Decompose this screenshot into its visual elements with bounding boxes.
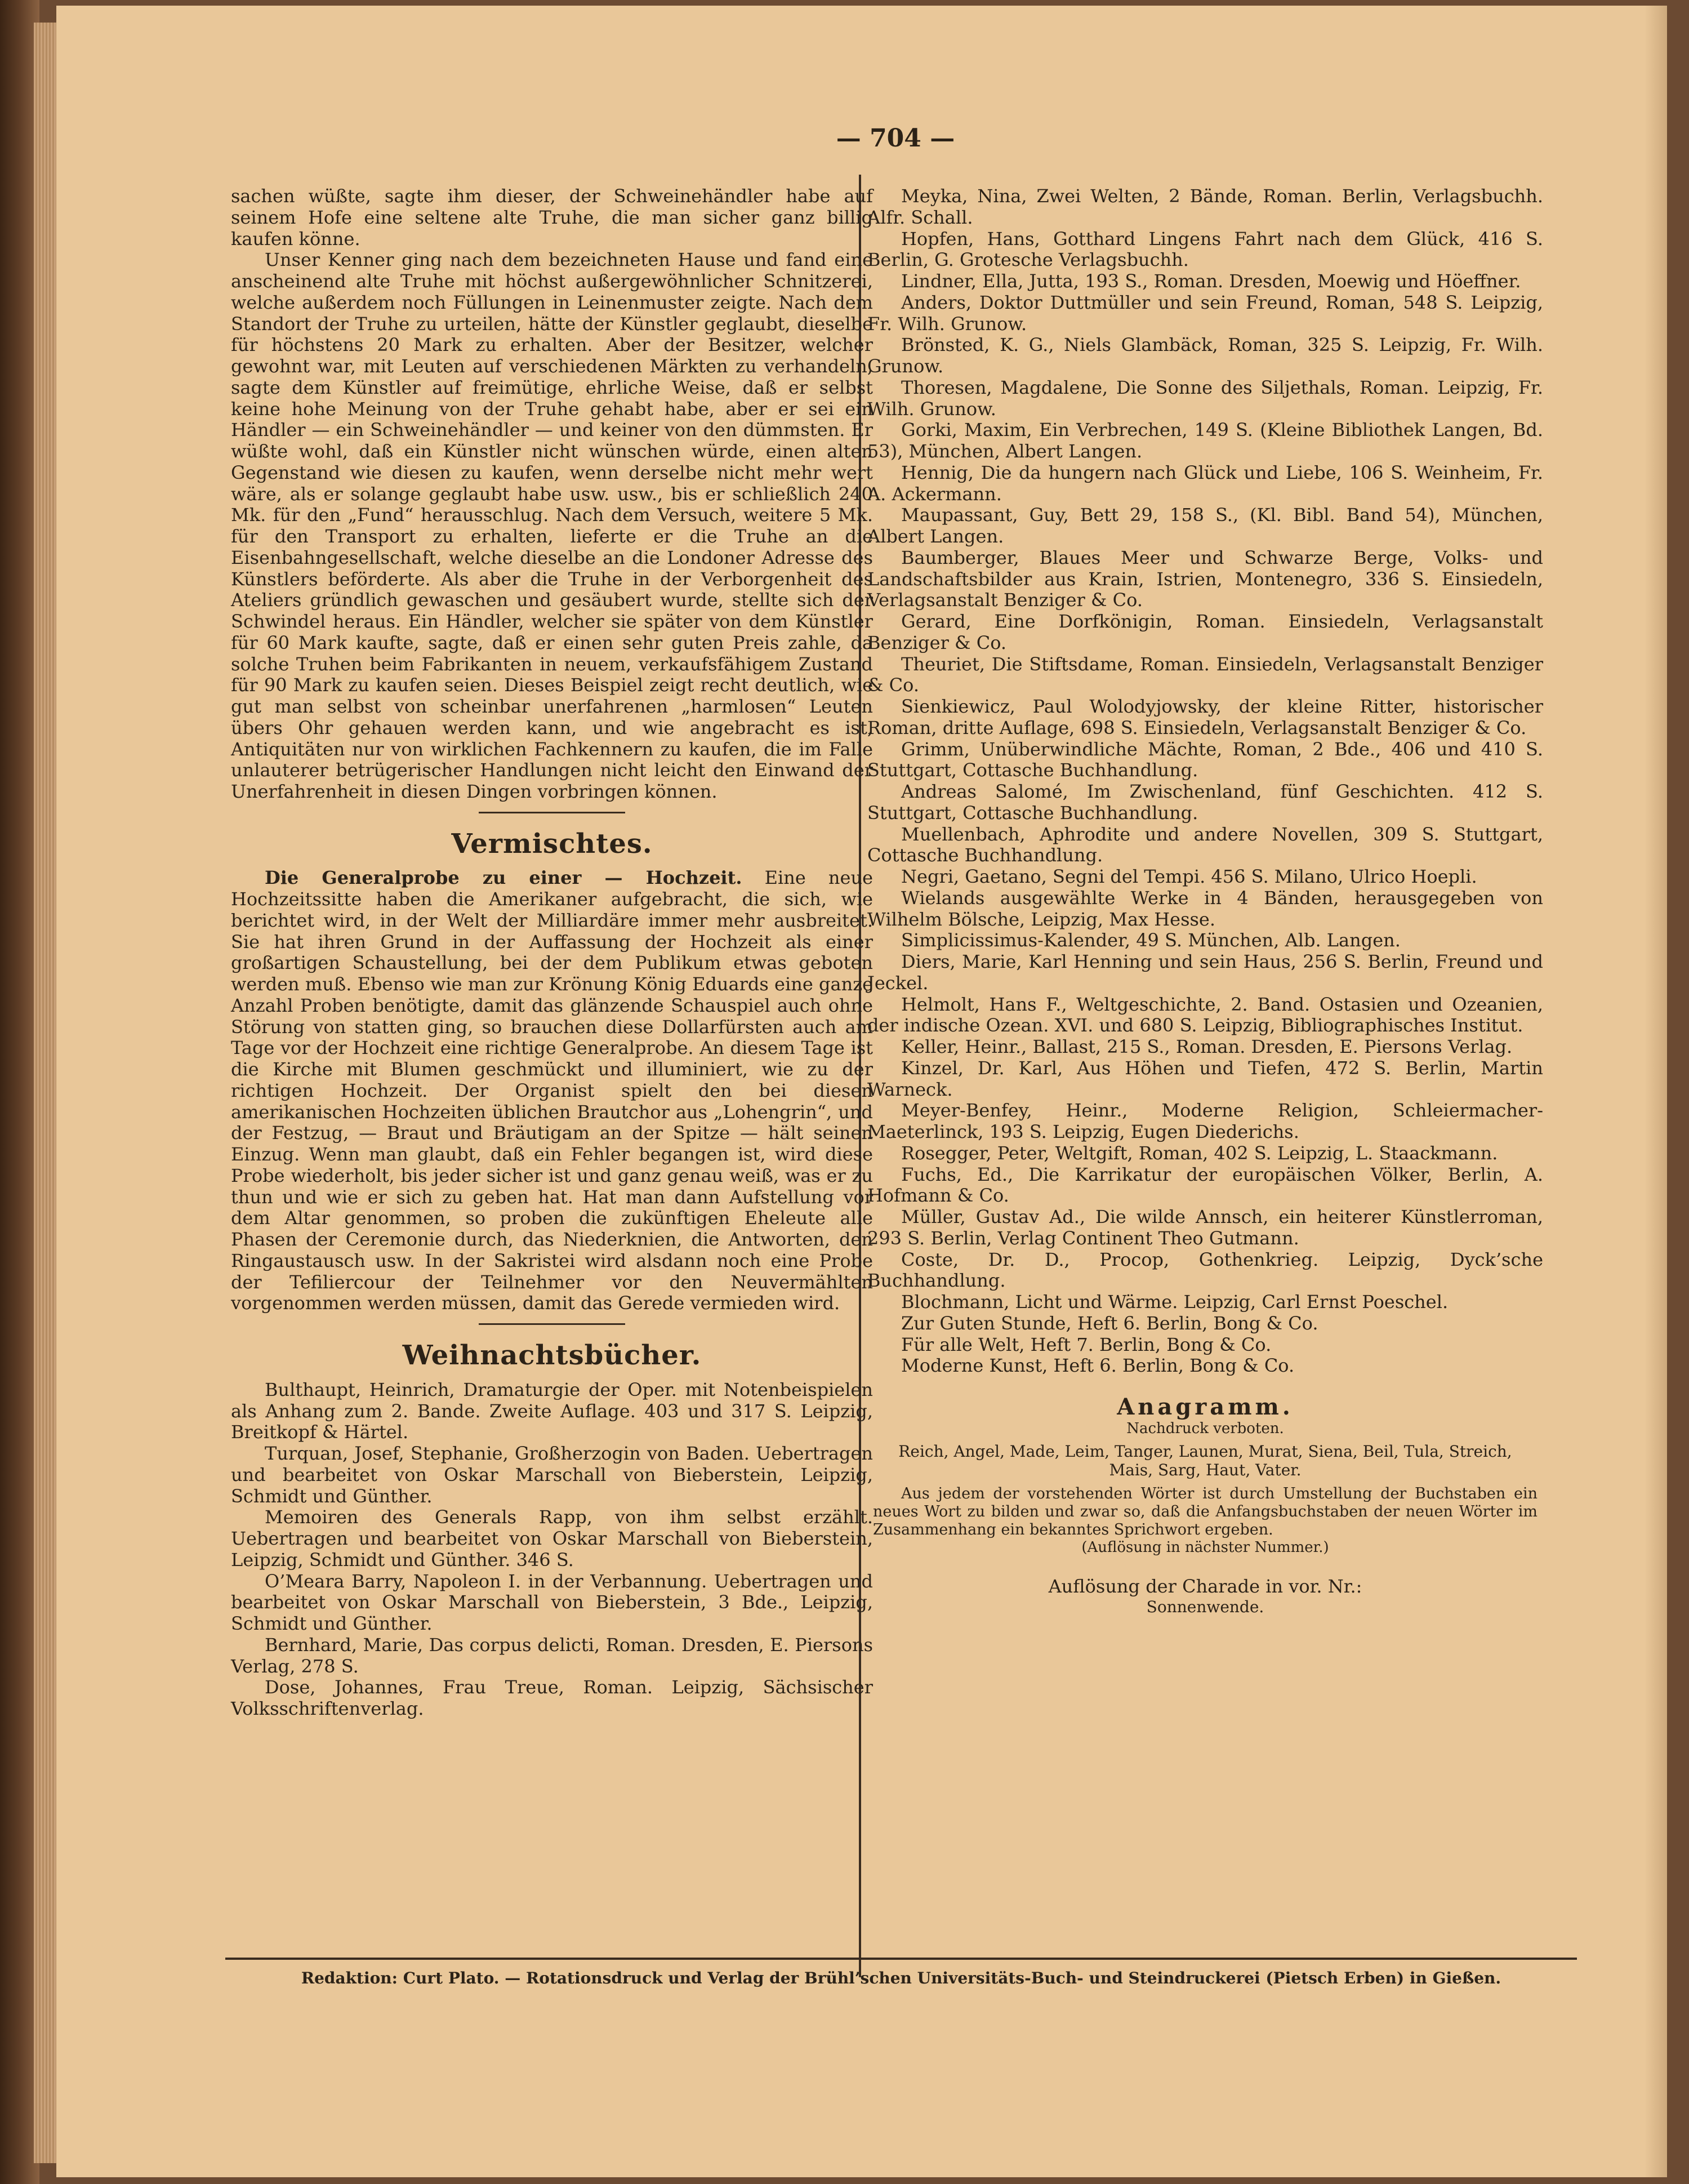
book-entry: Helmolt, Hans F., Weltgeschichte, 2. Band. Ostasien und Ozeanien, der indische Ozean. XVI. und 680 S. Leipzig, Bibliographisches Institut. <box>867 993 1543 1037</box>
book-entry: O’Meara Barry, Napoleon I. in der Verbannung. Uebertragen und bearbeitet von Oskar Marschall von Bieberstein, 3 Bde., Leipzig, Schmidt und Günther. <box>231 1570 873 1634</box>
section-rule <box>479 1323 625 1325</box>
section-heading-vermischtes: Vermischtes. <box>451 828 653 860</box>
book-entry: Blochmann, Licht und Wärme. Leipzig, Carl Ernst Poeschel. <box>901 1291 1449 1313</box>
book-entry: Diers, Marie, Karl Henning und sein Haus, 256 S. Berlin, Freund und Jeckel. <box>867 951 1543 994</box>
page-shadow <box>1645 6 1667 2177</box>
article-lead-title: Die Generalprobe zu einer — Hochzeit. <box>265 867 742 889</box>
book-entry: Grimm, Unüberwindliche Mächte, Roman, 2 Bde., 406 und 410 S. Stuttgart, Cottasche Buchhandlung. <box>867 738 1543 781</box>
book-entry: Zur Guten Stunde, Heft 6. Berlin, Bong & Co. <box>901 1312 1318 1334</box>
footer-rule <box>225 1958 1577 1960</box>
book-entry: Rosegger, Peter, Weltgift, Roman, 402 S. Leipzig, L. Staackmann. <box>901 1142 1498 1164</box>
anagram-instructions: Aus jedem der vorstehenden Wörter ist durch Umstellung der Buchstaben ein neues Wort zu bilden und zwar so, daß die Anfangsbuchstaben der neuen Wörter im Zusammenhang ein bekanntes Sprichwort ergeben. <box>873 1484 1538 1538</box>
imprint-line: Redaktion: Curt Plato. — Rotationsdruck und Verlag der Brühl’schen Universitäts-Buch- und Steindruckerei (Pietsch Erben) in Gießen. <box>301 1969 1501 1987</box>
book-entry: Andreas Salomé, Im Zwischenland, fünf Geschichten. 412 S. Stuttgart, Cottasche Buchhandlung. <box>867 781 1543 824</box>
book-entry: Hennig, Die da hungern nach Glück und Liebe, 106 S. Weinheim, Fr. A. Ackermann. <box>867 461 1543 505</box>
book-entry: Thoresen, Magdalene, Die Sonne des Siljethals, Roman. Leipzig, Fr. Wilh. Grunow. <box>867 376 1543 420</box>
article-vermischtes <box>231 868 873 1314</box>
book-entry: Meyka, Nina, Zwei Welten, 2 Bände, Roman. Berlin, Verlagsbuchh. Alfr. Schall. <box>867 185 1543 228</box>
book-entry: Hopfen, Hans, Gotthard Lingens Fahrt nach dem Glück, 416 S. Berlin, G. Grotesche Verlagsbuchh. <box>867 228 1543 271</box>
book-entry: Kinzel, Dr. Karl, Aus Höhen und Tiefen, 472 S. Berlin, Martin Warneck. <box>867 1057 1543 1100</box>
article-text: Eine neue Hochzeitssitte haben die Amerikaner aufgebracht, die sich, wie berichtet wird, in der Welt der Milliardäre immer mehr ausbreitet. Sie hat ihren Grund in der Auffassung der Hochzeit als einer großartigen Schaustellung, bei der dem Publikum etwas geboten werden muß. Ebenso wie man zur Krönung König Eduards eine ganze Anzahl Proben benötigte, damit das glänzende Schauspiel auch ohne Störung von statten ging, so brauchen diese Dollarfürsten auch am Tage vor der Hochzeit eine richtige Generalprobe. An diesem Tage ist die Kirche mit Blumen geschmückt und illuminiert, wie zu der richtigen Hochzeit. Der Organist spielt den bei diesen amerikanischen Hochzeiten üblichen Brautchor aus „Lohengrin“, und der Festzug, — Braut und Bräutigam an der Spitze — hält seinen Einzug. Wenn man glaubt, daß ein Fehler begangen ist, wird diese Probe wiederholt, bis jeder sicher ist und ganz genau weiß, was er zu thun und wie er sich zu geben hat. Hat man dann Aufstellung vor dem Altar genommen, so proben die zukünftigen Eheleute alle Phasen der Ceremonie durch, das Niederknien, die Antworten, den Ringaustausch usw. In der Sakristei wird alsdann noch eine Probe der Tefiliercour der Teilnehmer vor den Neuvermählten vorgenommen werden müssen, damit das Gerede vermieden wird. <box>231 867 874 1314</box>
book-entry: Theuriet, Die Stiftsdame, Roman. Einsiedeln, Verlagsanstalt Benziger & Co. <box>867 653 1543 696</box>
paragraph: Unser Kenner ging nach dem bezeichneten Hause und fand eine anscheinend alte Truhe mit höchst außergewöhnlicher Schnitzerei, welche außerdem noch Füllungen in Leinenmuster zeigte. Nach dem Standort der Truhe zu urteilen, hätte der Künstler geglaubt, dieselbe für höchstens 20 Mark zu erhalten. Aber der Besitzer, welcher gewohnt war, mit Leuten auf verschiedenen Märkten zu verhandeln, sagte dem Künstler auf freimütige, ehrliche Weise, daß er selbst keine hohe Meinung von der Truhe gehabt habe, aber er sei ein Händler — ein Schweinehändler — und keiner von den dümmsten. Er wüßte wohl, daß ein Künstler nicht wünschen würde, einen alten Gegenstand wie diesen zu kaufen, wenn derselbe nicht mehr wert wäre, als er solange geglaubt habe usw. usw., bis er schließlich 240 Mk. für den „Fund“ herausschlug. Nach dem Versuch, weitere 5 Mk. für den Transport zu erhalten, lieferte er die Truhe an die Eisenbahngesellschaft, welche dieselbe an die Londoner Adresse des Künstlers beförderte. Als aber die Truhe in der Verborgenheit des Ateliers gründlich gewaschen und gesäubert wurde, stellte sich der Schwindel heraus. Ein Händler, welcher sie später von dem Künstler für 60 Mark kaufte, sagte, daß er einen sehr guten Preis zahle, da solche Truhen beim Fabrikanten in neuem, verkaufsfähigem Zustand für 90 Mark zu kaufen seien. Dieses Beispiel zeigt recht deutlich, wie gut man selbst von scheinbar unerfahrenen „harmlosen“ Leuten übers Ohr gehauen werden kann, und wie angebracht es ist, Antiquitäten nur von wirklichen Fachkennern zu kaufen, die im Falle unlauterer betrügerischer Handlungen nicht leicht den Einwand der Unerfahrenheit in diesen Dingen vorbringen können. <box>231 249 873 802</box>
book-entry: Gerard, Eine Dorfkönigin, Roman. Einsiedeln, Verlagsanstalt Benziger & Co. <box>867 611 1543 653</box>
anagram-subtitle: Nachdruck verboten. <box>1126 1420 1284 1438</box>
book-entry: Lindner, Ella, Jutta, 193 S., Roman. Dresden, Moewig und Höeffner. <box>901 270 1521 292</box>
book-entry: Gorki, Maxim, Ein Verbrechen, 149 S. (Kleine Bibliothek Langen, Bd. 53), München, Albert Langen. <box>867 419 1543 462</box>
newspaper-page <box>56 6 1667 2177</box>
book-entry: Müller, Gustav Ad., Die wilde Annsch, ein heiterer Künstlerroman, 293 S. Berlin, Verlag Continent Theo Gutmann. <box>867 1206 1543 1249</box>
anagram-title: Anagramm. <box>1117 1394 1294 1420</box>
book-entry: Coste, Dr. D., Procop, Gothenkrieg. Leipzig, Dyck’sche Buchhandlung. <box>867 1248 1543 1292</box>
anagram-note: (Auflösung in nächster Nummer.) <box>1081 1538 1329 1556</box>
book-entry: Für alle Welt, Heft 7. Berlin, Bong & Co. <box>901 1333 1272 1355</box>
book-entry: Meyer-Benfey, Heinr., Moderne Religion, Schleiermacher-Maeterlinck, 193 S. Leipzig, Eugen Diederichs. <box>867 1100 1543 1142</box>
book-entry: Keller, Heinr., Ballast, 215 S., Roman. Dresden, E. Piersons Verlag. <box>901 1036 1513 1057</box>
page-number: — 704 — <box>836 124 955 153</box>
book-entry: Negri, Gaetano, Segni del Tempi. 456 S. Milano, Ulrico Hoepli. <box>901 866 1477 887</box>
left-column <box>231 186 873 1720</box>
book-entry: Bernhard, Marie, Das corpus delicti, Roman. Dresden, E. Piersons Verlag, 278 S. <box>231 1634 873 1677</box>
book-entry: Memoiren des Generals Rapp, von ihm selbst erzählt. Uebertragen und bearbeitet von Oskar Marschall von Bieberstein, Leipzig, Schmidt und Günther. 346 S. <box>231 1506 873 1571</box>
book-entry: Fuchs, Ed., Die Karrikatur der europäischen Völker, Berlin, A. Hofmann & Co. <box>867 1163 1543 1207</box>
book-entry: Muellenbach, Aphrodite und andere Novellen, 309 S. Stuttgart, Cottasche Buchhandlung. <box>867 823 1543 866</box>
book-entry: Bulthaupt, Heinrich, Dramaturgie der Oper. mit Notenbeispielen als Anhang zum 2. Bande. Zweite Auflage. 403 und 317 S. Leipzig, Breitkopf & Härtel. <box>231 1378 873 1443</box>
charade-answer: Sonnenwende. <box>1146 1597 1264 1616</box>
book-entry: Dose, Johannes, Frau Treue, Roman. Leipzig, Sächsischer Volksschriftenverlag. <box>231 1676 873 1719</box>
book-entry: Anders, Doktor Duttmüller und sein Freund, Roman, 548 S. Leipzig, Fr. Wilh. Grunow. <box>867 291 1543 335</box>
book-entry: Moderne Kunst, Heft 6. Berlin, Bong & Co. <box>901 1355 1295 1377</box>
charade-answer-title: Auflösung der Charade in vor. Nr.: <box>1048 1576 1362 1598</box>
book-entry: Simplicissimus-Kalender, 49 S. München, Alb. Langen. <box>901 929 1401 951</box>
section-rule <box>479 812 625 813</box>
book-entry: Baumberger, Blaues Meer und Schwarze Berge, Volks- und Landschaftsbilder aus Krain, Istrien, Montenegro, 336 S. Einsiedeln, Verlagsanstalt Benziger & Co. <box>867 546 1543 611</box>
book-entry: Sienkiewicz, Paul Wolodyjowsky, der kleine Ritter, historischer Roman, dritte Auflage, 698 S. Einsiedeln, Verlagsanstalt Benziger & Co. <box>867 696 1543 739</box>
book-entry: Turquan, Josef, Stephanie, Großherzogin von Baden. Uebertragen und bearbeitet von Oskar Marschall von Bieberstein, Leipzig, Schmidt und Günther. <box>231 1443 873 1507</box>
book-entry: Wielands ausgewählte Werke in 4 Bänden, herausgegeben von Wilhelm Bölsche, Leipzig, Max Hesse. <box>867 887 1543 930</box>
section-heading-weihnachtsbuecher: Weihnachtsbücher. <box>402 1340 702 1372</box>
book-entry: Maupassant, Guy, Bett 29, 158 S., (Kl. Bibl. Band 54), München, Albert Langen. <box>867 504 1543 547</box>
right-column <box>867 186 1543 1616</box>
anagram-words: Reich, Angel, Made, Leim, Tanger, Launen, Murat, Siena, Beil, Tula, Streich, Mais, Sarg, Haut, Vater. <box>898 1442 1512 1479</box>
paragraph: sachen wüßte, sagte ihm dieser, der Schweinehändler habe auf seinem Hofe eine seltene alte Truhe, die man sicher ganz billig kaufen könne. <box>231 185 873 250</box>
book-entry: Brönsted, K. G., Niels Glambäck, Roman, 325 S. Leipzig, Fr. Wilh. Grunow. <box>867 334 1543 377</box>
